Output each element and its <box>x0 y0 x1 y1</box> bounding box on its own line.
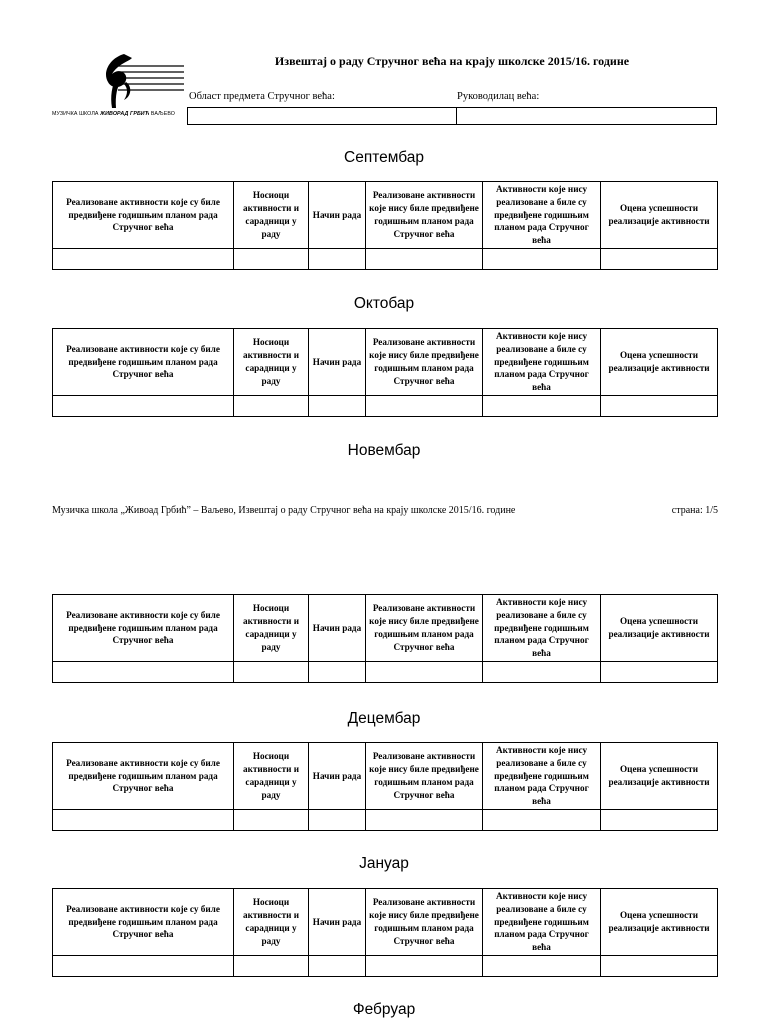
month-heading-december: Децембар <box>347 710 421 727</box>
column-header: Активности које нису реализоване а биле су предвиђене годишњим планом рада Стручног већа <box>483 743 601 810</box>
table-cell[interactable] <box>483 249 601 270</box>
table-cell[interactable] <box>234 956 309 977</box>
column-header: Реализоване активности које нису биле предвиђене годишњим планом рада Стручног већа <box>366 743 483 810</box>
column-header: Активности које нису реализоване а биле су предвиђене годишњим планом рада Стручног већа <box>483 182 601 249</box>
column-header: Реализоване активности које нису биле предвиђене годишњим планом рада Стручног већа <box>366 889 483 956</box>
head-of-council-field[interactable] <box>457 108 717 125</box>
table-cell[interactable] <box>53 810 234 831</box>
school-logo <box>52 52 184 120</box>
activity-table-december <box>52 742 718 831</box>
column-header: Начин рада <box>309 743 366 810</box>
column-header: Начин рада <box>309 889 366 956</box>
column-header: Реализоване активности које су биле предвиђене годишњим планом рада Стручног већа <box>53 595 234 662</box>
column-header: Носиоци активности и сарадници у раду <box>234 889 309 956</box>
table-cell[interactable] <box>234 662 309 683</box>
table-cell[interactable] <box>234 810 309 831</box>
activity-table-september <box>52 181 718 270</box>
table-cell[interactable] <box>483 956 601 977</box>
column-header: Носиоци активности и сарадници у раду <box>234 595 309 662</box>
subject-area-field[interactable] <box>188 108 457 125</box>
month-heading-january: Јануар <box>359 855 409 872</box>
table-cell[interactable] <box>53 956 234 977</box>
table-cell[interactable] <box>366 396 483 417</box>
activity-table-october <box>52 328 718 417</box>
column-header: Реализоване активности које су биле предвиђене годишњим планом рада Стручног већа <box>53 889 234 956</box>
logo-caption: МУЗИЧКА ШКОЛА ЖИВОРАД ГРБИЋ ВАЉЕВО <box>52 111 176 117</box>
document-title: Извештај о раду Стручног већа на крају школске 2015/16. године <box>274 54 630 68</box>
column-header: Оцена успешности реализације активности <box>601 595 718 662</box>
table-cell[interactable] <box>234 249 309 270</box>
column-header: Носиоци активности и сарадници у раду <box>234 182 309 249</box>
column-header: Реализоване активности које су биле предвиђене годишњим планом рада Стручног већа <box>53 743 234 810</box>
table-cell[interactable] <box>53 249 234 270</box>
column-header: Начин рада <box>309 329 366 396</box>
table-cell[interactable] <box>483 810 601 831</box>
table-cell[interactable] <box>309 249 366 270</box>
table-cell[interactable] <box>601 662 718 683</box>
subject-area-label: Област предмета Стручног већа: <box>189 91 335 102</box>
activity-table-january <box>52 888 718 977</box>
column-header: Оцена успешности реализације активности <box>601 182 718 249</box>
table-cell[interactable] <box>601 396 718 417</box>
month-heading-february: Фебруар <box>352 1001 416 1018</box>
table-cell[interactable] <box>483 396 601 417</box>
page-footer <box>52 505 718 516</box>
table-cell[interactable] <box>309 662 366 683</box>
header-fields-table <box>187 107 717 125</box>
column-header: Активности које нису реализоване а биле су предвиђене годишњим планом рада Стручног већа <box>483 889 601 956</box>
column-header: Активности које нису реализоване а биле су предвиђене годишњим планом рада Стручног већа <box>483 329 601 396</box>
column-header: Активности које нису реализоване а биле су предвиђене годишњим планом рада Стручног већа <box>483 595 601 662</box>
table-cell[interactable] <box>483 662 601 683</box>
activity-table-november <box>52 594 718 683</box>
column-header: Реализоване активности које нису биле предвиђене годишњим планом рада Стручног већа <box>366 182 483 249</box>
page-number: страна: 1/5 <box>671 505 718 516</box>
column-header: Носиоци активности и сарадници у раду <box>234 329 309 396</box>
table-cell[interactable] <box>234 396 309 417</box>
month-heading-november: Новембар <box>347 442 421 459</box>
footer-text: Музичка школа „Живоад Грбић” – Ваљево, Извештај о раду Стручног већа на крају школске 2015/16. године <box>52 505 516 516</box>
column-header: Носиоци активности и сарадници у раду <box>234 743 309 810</box>
table-cell[interactable] <box>601 810 718 831</box>
table-cell[interactable] <box>366 956 483 977</box>
column-header: Оцена успешности реализације активности <box>601 889 718 956</box>
column-header: Начин рада <box>309 182 366 249</box>
table-cell[interactable] <box>53 662 234 683</box>
head-of-council-label: Руководилац већа: <box>457 91 540 102</box>
table-cell[interactable] <box>366 662 483 683</box>
table-cell[interactable] <box>366 810 483 831</box>
month-heading-october: Октобар <box>353 295 415 312</box>
table-cell[interactable] <box>309 956 366 977</box>
table-cell[interactable] <box>53 396 234 417</box>
column-header: Оцена успешности реализације активности <box>601 329 718 396</box>
column-header: Реализоване активности које нису биле предвиђене годишњим планом рада Стручног већа <box>366 595 483 662</box>
month-heading-september: Септембар <box>344 149 424 166</box>
treble-clef-logo-icon <box>52 52 184 110</box>
column-header: Начин рада <box>309 595 366 662</box>
column-header: Реализоване активности које су биле предвиђене годишњим планом рада Стручног већа <box>53 182 234 249</box>
table-cell[interactable] <box>366 249 483 270</box>
column-header: Реализоване активности које су биле предвиђене годишњим планом рада Стручног већа <box>53 329 234 396</box>
table-cell[interactable] <box>309 396 366 417</box>
column-header: Реализоване активности које нису биле предвиђене годишњим планом рада Стручног већа <box>366 329 483 396</box>
table-cell[interactable] <box>601 956 718 977</box>
table-cell[interactable] <box>601 249 718 270</box>
table-cell[interactable] <box>309 810 366 831</box>
column-header: Оцена успешности реализације активности <box>601 743 718 810</box>
